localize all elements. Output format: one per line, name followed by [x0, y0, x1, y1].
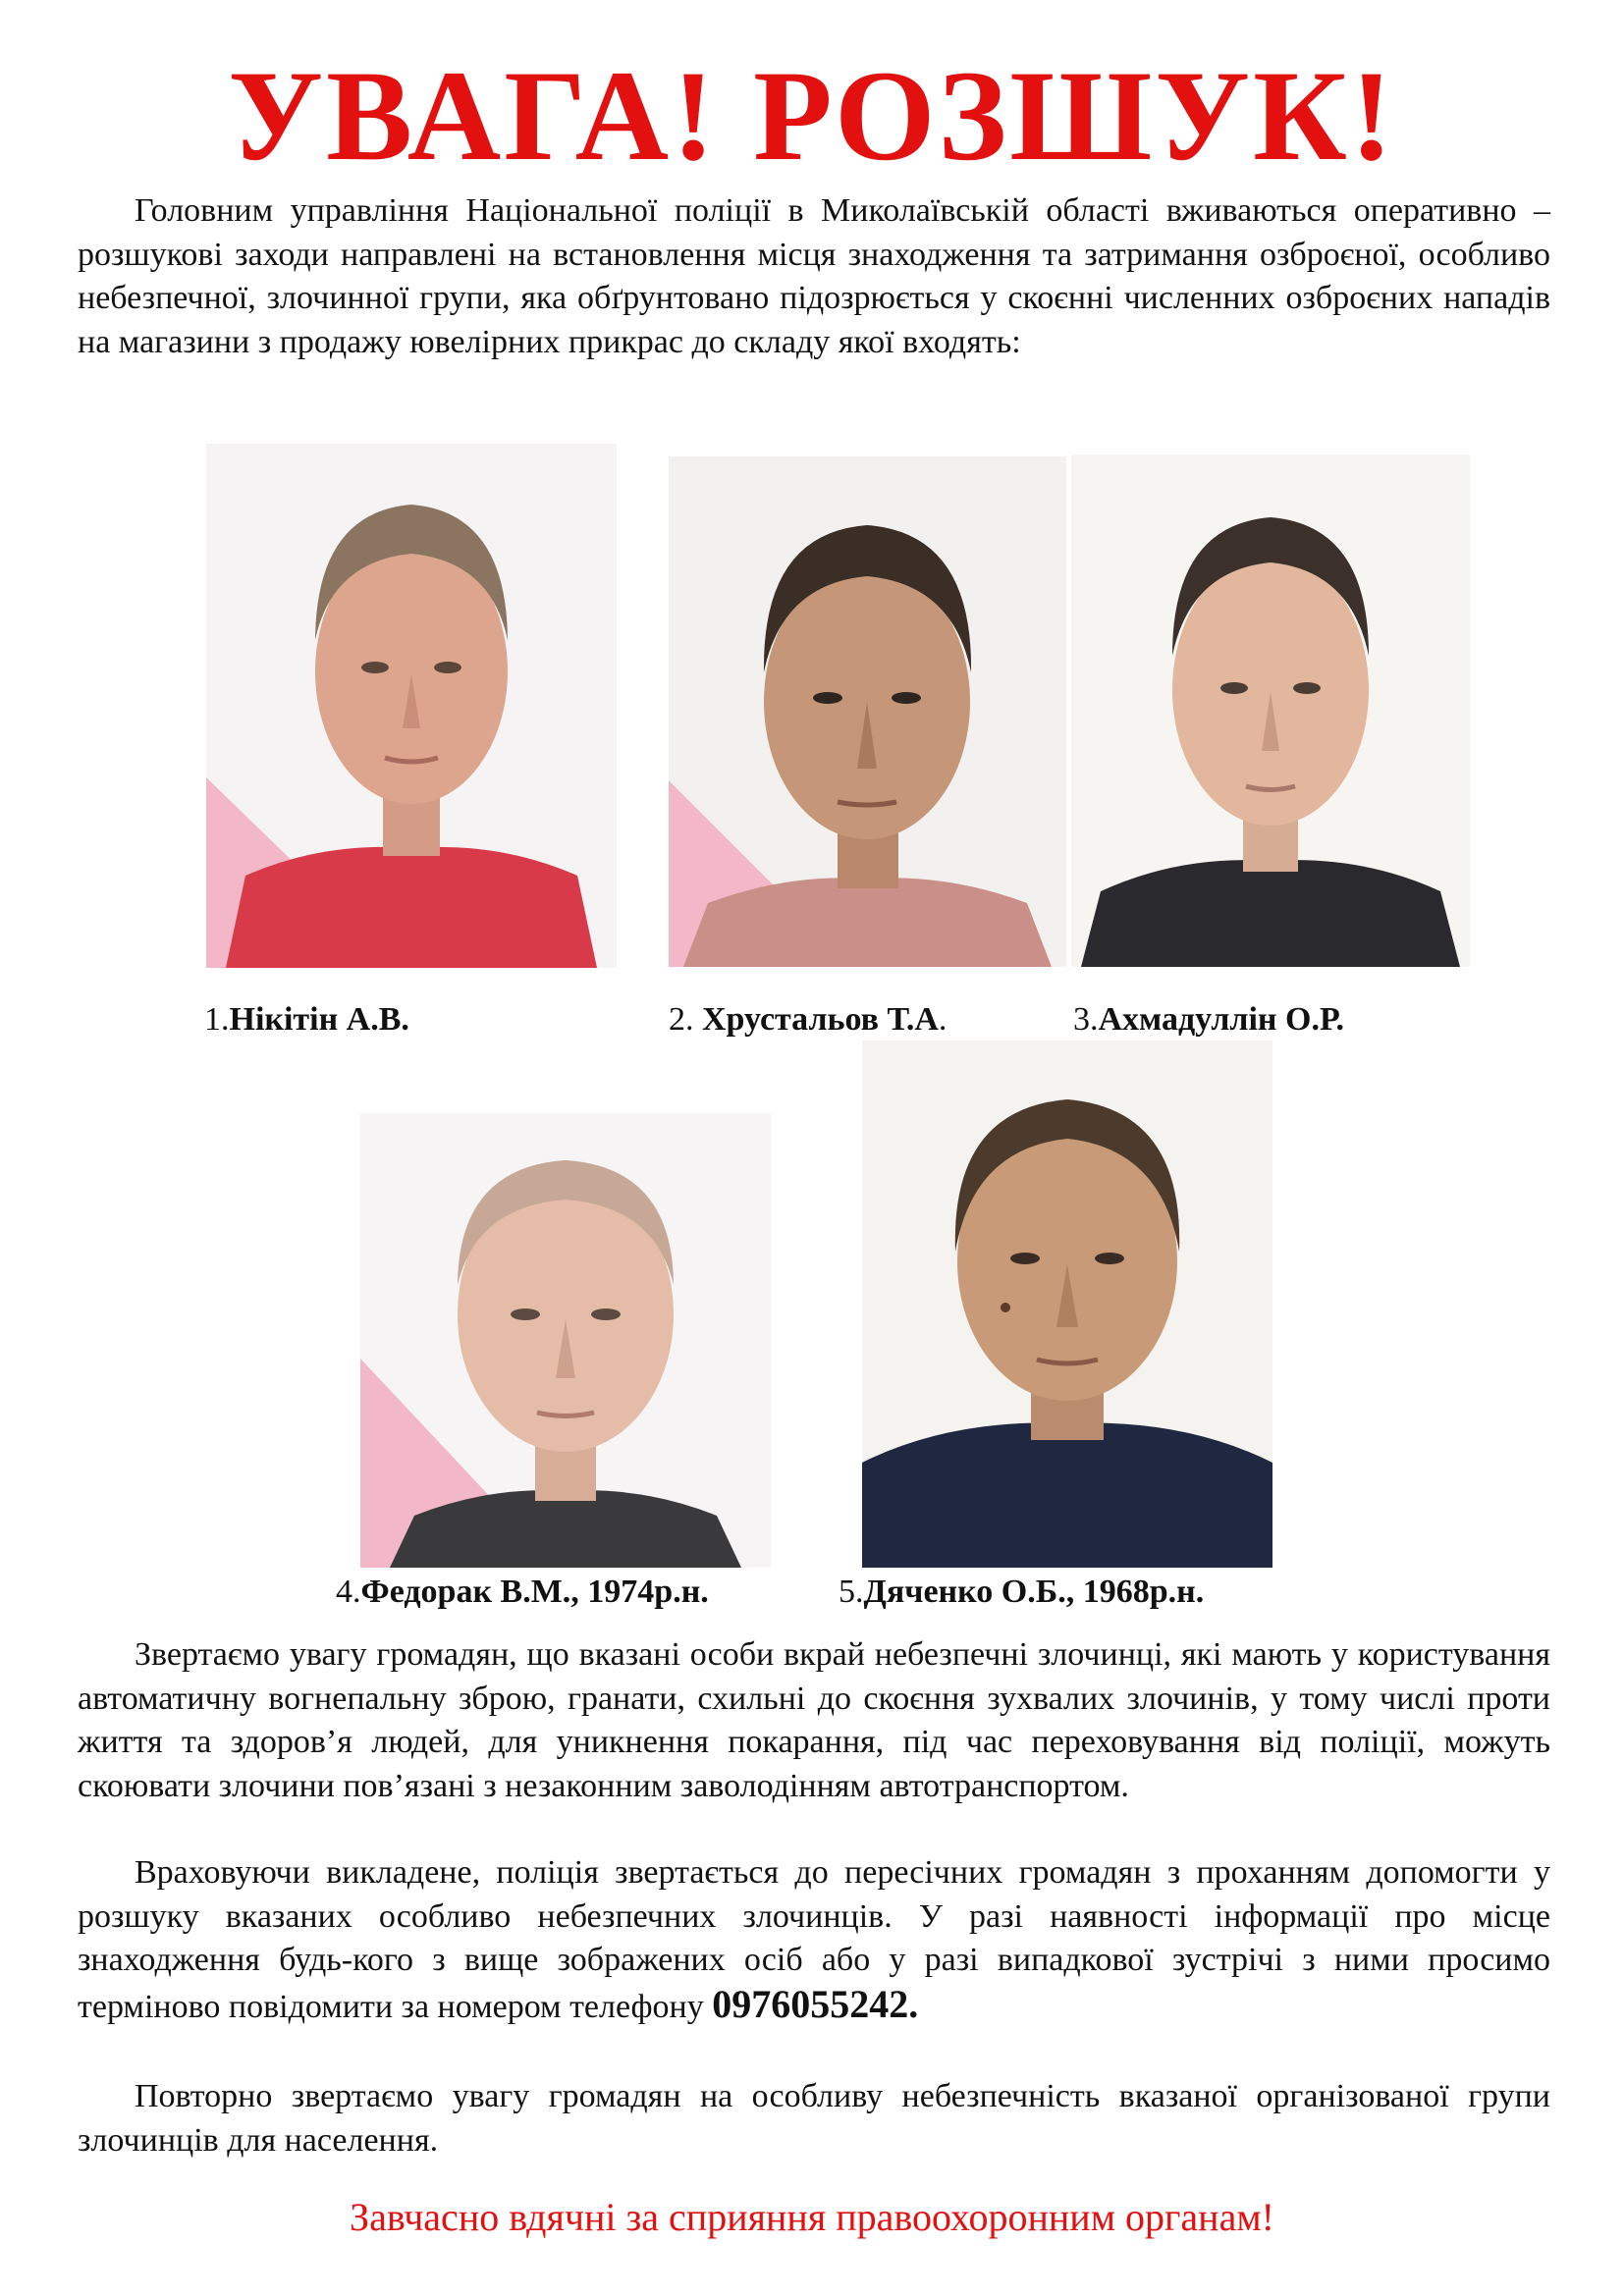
suspect-2-photo [669, 456, 1066, 967]
appeal-text: Враховуючи викладене, поліція звертається до пересічних громадян з проханням допомогти у розшуку вказаних особливо небезпечних злочинців. У разі наявності інформації про місце знаходження будь-кого з вище зображених осіб або у разі випадкової зустрічі з ними просимо терміново повідомити за номером телефону [78, 1854, 1550, 2025]
suspect-1-photo [206, 444, 617, 968]
suspect-4-caption [336, 1575, 709, 1609]
suspect-5-caption [839, 1575, 1204, 1609]
suspect-2-tail: . [938, 1001, 947, 1038]
intro-paragraph: Головним управління Національної поліції в Миколаївській області вживаються оперативно – розшукові заходи направлені на встановлення місця знаходження та затримання озброєної, особливо небезпечної, злочинної групи, яка обґрунтовано підозрюється у скоєнні численних озброєних нападів на магазини з продажу ювелірних прикрас до складу якої входять: [78, 192, 1550, 360]
suspect-5-photo [862, 1041, 1272, 1568]
suspect-5-number: 5. [839, 1574, 864, 1610]
poster-title: УВАГА! РОЗШУК! [228, 43, 1396, 187]
suspect-3-photo [1071, 454, 1470, 967]
suspect-2-number: 2. [669, 1001, 702, 1038]
appeal-paragraph [78, 1851, 1550, 2029]
suspect-3-caption [1073, 1003, 1344, 1037]
suspect-2-caption [669, 1003, 947, 1037]
warning-paragraph: Звертаємо увагу громадян, що вказані особи вкрай небезпечні злочинці, які мають у користування автоматичну вогнепальну зброю, гранати, схильні до скоєння зухвалих злочинів, у тому числі проти життя та здоров’я людей, для уникнення покарання, під час переховування від поліції, можуть скоювати злочини пов’язані з незаконним заволодінням автотранспортом. [78, 1636, 1550, 1804]
suspect-1-number: 1. [204, 1001, 230, 1038]
suspect-4-number: 4. [336, 1574, 361, 1610]
suspect-4-name: Федорак В.М., 1974р.н. [360, 1574, 709, 1610]
closing-line: Завчасно вдячні за сприяння правоохоронним органам! [350, 2195, 1274, 2239]
suspect-2-name: Хрустальов Т.А [702, 1001, 939, 1038]
repeat-paragraph: Повторно звертаємо увагу громадян на особливу небезпечність вказаної організованої групи злочинців для населення. [78, 2078, 1550, 2159]
suspect-3-number: 3. [1073, 1001, 1099, 1038]
suspect-1-name: Нікітін А.В. [229, 1001, 409, 1038]
suspect-3-name: Ахмадуллін О.Р. [1098, 1001, 1344, 1038]
suspect-1-caption [204, 1003, 409, 1037]
suspect-5-name: Дяченко О.Б., 1968р.н. [863, 1574, 1205, 1610]
suspect-4-photo [360, 1113, 771, 1568]
phone-number: 0976055242. [712, 1981, 919, 2026]
